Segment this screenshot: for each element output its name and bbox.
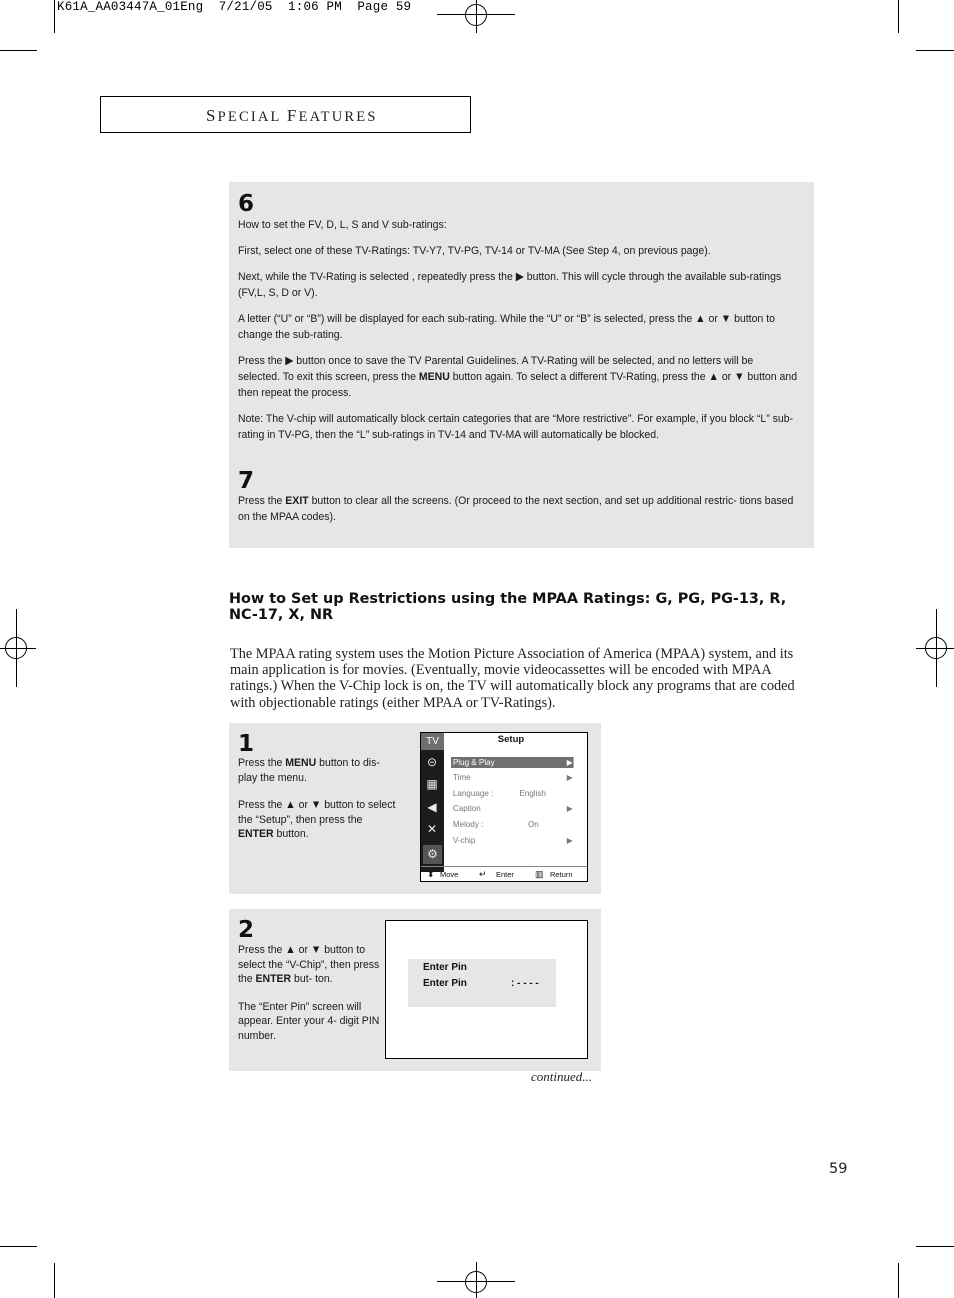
enter-pin-title: Enter Pin — [423, 962, 467, 973]
enter-icon: ↵ — [479, 869, 487, 879]
step-1-para: Press the MENU button to dis- play the menu. — [238, 757, 380, 784]
crop-mark — [898, 1263, 899, 1298]
step-6-text — [238, 217, 798, 453]
channel-icon: ✕ — [426, 822, 438, 836]
page-number: 59 — [829, 1161, 848, 1177]
step-6-para: Next, while the TV-Rating is selected , repeatedly press the ▶ button. This will cycle through the available sub-ratings (FV,L, S, D or V). — [238, 271, 782, 299]
osd-tv-label: TV — [421, 733, 444, 750]
step-1-text — [238, 756, 396, 855]
step-1-para: Press the ▲ or ▼ button to select the “Setup”, then press the ENTER button. — [238, 799, 396, 840]
osd-menu-item-v-chip[interactable]: V-chip ▶ — [452, 835, 573, 845]
crop-mark — [898, 0, 899, 33]
print-slug: K61A_AA03447A_01Eng 7/21/05 1:06 PM Page 59 — [57, 0, 412, 14]
continued-note: continued... — [531, 1069, 593, 1084]
osd-menu-item-caption[interactable]: Caption ▶ — [452, 803, 573, 813]
mpaa-intro: The MPAA rating system uses the Motion Picture Association of America (MPAA) system, and its main application is for movies. (Eventually, movie videocassettes will be encoded with MPAA ratings.) When the V-Chip lock is on, the TV will automatically block any programs that are coded with objectionable ratings (either MPAA or TV-Ratings). — [230, 646, 795, 711]
enter-pin-label: Enter Pin — [423, 978, 467, 989]
crop-mark — [916, 1246, 954, 1247]
step-number: 7 — [238, 468, 255, 494]
section-title: SPECIAL FEATURES — [206, 106, 378, 125]
osd-title: Setup — [497, 734, 525, 745]
step-number: 2 — [238, 917, 255, 943]
step-number: 1 — [238, 731, 255, 757]
osd-menu-item-plug-play[interactable]: Plug & Play ▶ — [452, 757, 573, 767]
osd-menu-item-language[interactable]: Language : English — [452, 788, 546, 798]
osd-footer-enter: Enter — [496, 870, 514, 879]
return-icon: ▥ — [535, 869, 544, 879]
step-6-para: First, select one of these TV-Ratings: TV-Y7, TV-PG, TV-14 or TV-MA (See Step 4, on previous page). — [238, 245, 711, 257]
crop-mark — [916, 50, 954, 51]
step-6-para: Press the ▶ button once to save the TV Parental Guidelines. A TV-Rating will be selected, and no letters will be selected. To exit this screen, press the MENU button again. To select a different TV-Rating, press the ▲ or ▼ button and then repeat the process. — [238, 355, 798, 399]
osd-footer-move: Move — [440, 870, 459, 879]
picture-icon: ▦ — [426, 777, 438, 791]
move-icon: ⬍ — [427, 869, 435, 879]
step-6-note: Note: The V-chip will automatically block certain categories that are “More restrictive”. For example, if you block “L” sub-rating in TV-PG, then the “L” sub-ratings in TV-14 and TV-MA will automatically be blocked. — [238, 413, 794, 441]
setup-icon: ⚙ — [423, 845, 442, 864]
crop-mark — [0, 50, 37, 51]
step-6-para: A letter (“U” or “B”) will be displayed for each sub-rating. While the “U” or “B” is selected, press the ▲ or ▼ button to change the sub-rating. — [238, 313, 775, 341]
osd-menu-item-melody[interactable]: Melody : On — [452, 819, 539, 829]
crop-mark — [54, 1263, 55, 1298]
crop-mark — [0, 1246, 37, 1247]
sound-icon: ◀ — [427, 800, 437, 814]
osd-footer-return: Return — [550, 870, 573, 879]
osd-footer — [421, 866, 587, 882]
crop-mark — [54, 0, 55, 33]
osd-menu-item-time[interactable]: Time ▶ — [452, 772, 573, 782]
mpaa-heading: How to Set up Restrictions using the MPAA Ratings: G, PG, PG-13, R, NC-17, X, NR — [229, 591, 787, 623]
step-7-para: Press the EXIT button to clear all the screens. (Or proceed to the next section, and set up additional restric- tions based on the MPAA codes). — [238, 495, 794, 523]
step-2-para: The “Enter Pin” screen will appear. Enter your 4- digit PIN number. — [238, 1000, 380, 1042]
step-2-text — [238, 943, 379, 1056]
step-2-para: Press the ▲ or ▼ button to select the “V-Chip”, then press the ENTER but- ton. — [238, 944, 380, 985]
step-7-text — [238, 493, 798, 535]
pin-input[interactable]: : - - - - — [511, 978, 539, 989]
step-6-para: How to set the FV, D, L, S and V sub-ratings: — [238, 219, 447, 231]
input-icon: ⊝ — [426, 755, 438, 769]
step-number: 6 — [238, 191, 255, 217]
